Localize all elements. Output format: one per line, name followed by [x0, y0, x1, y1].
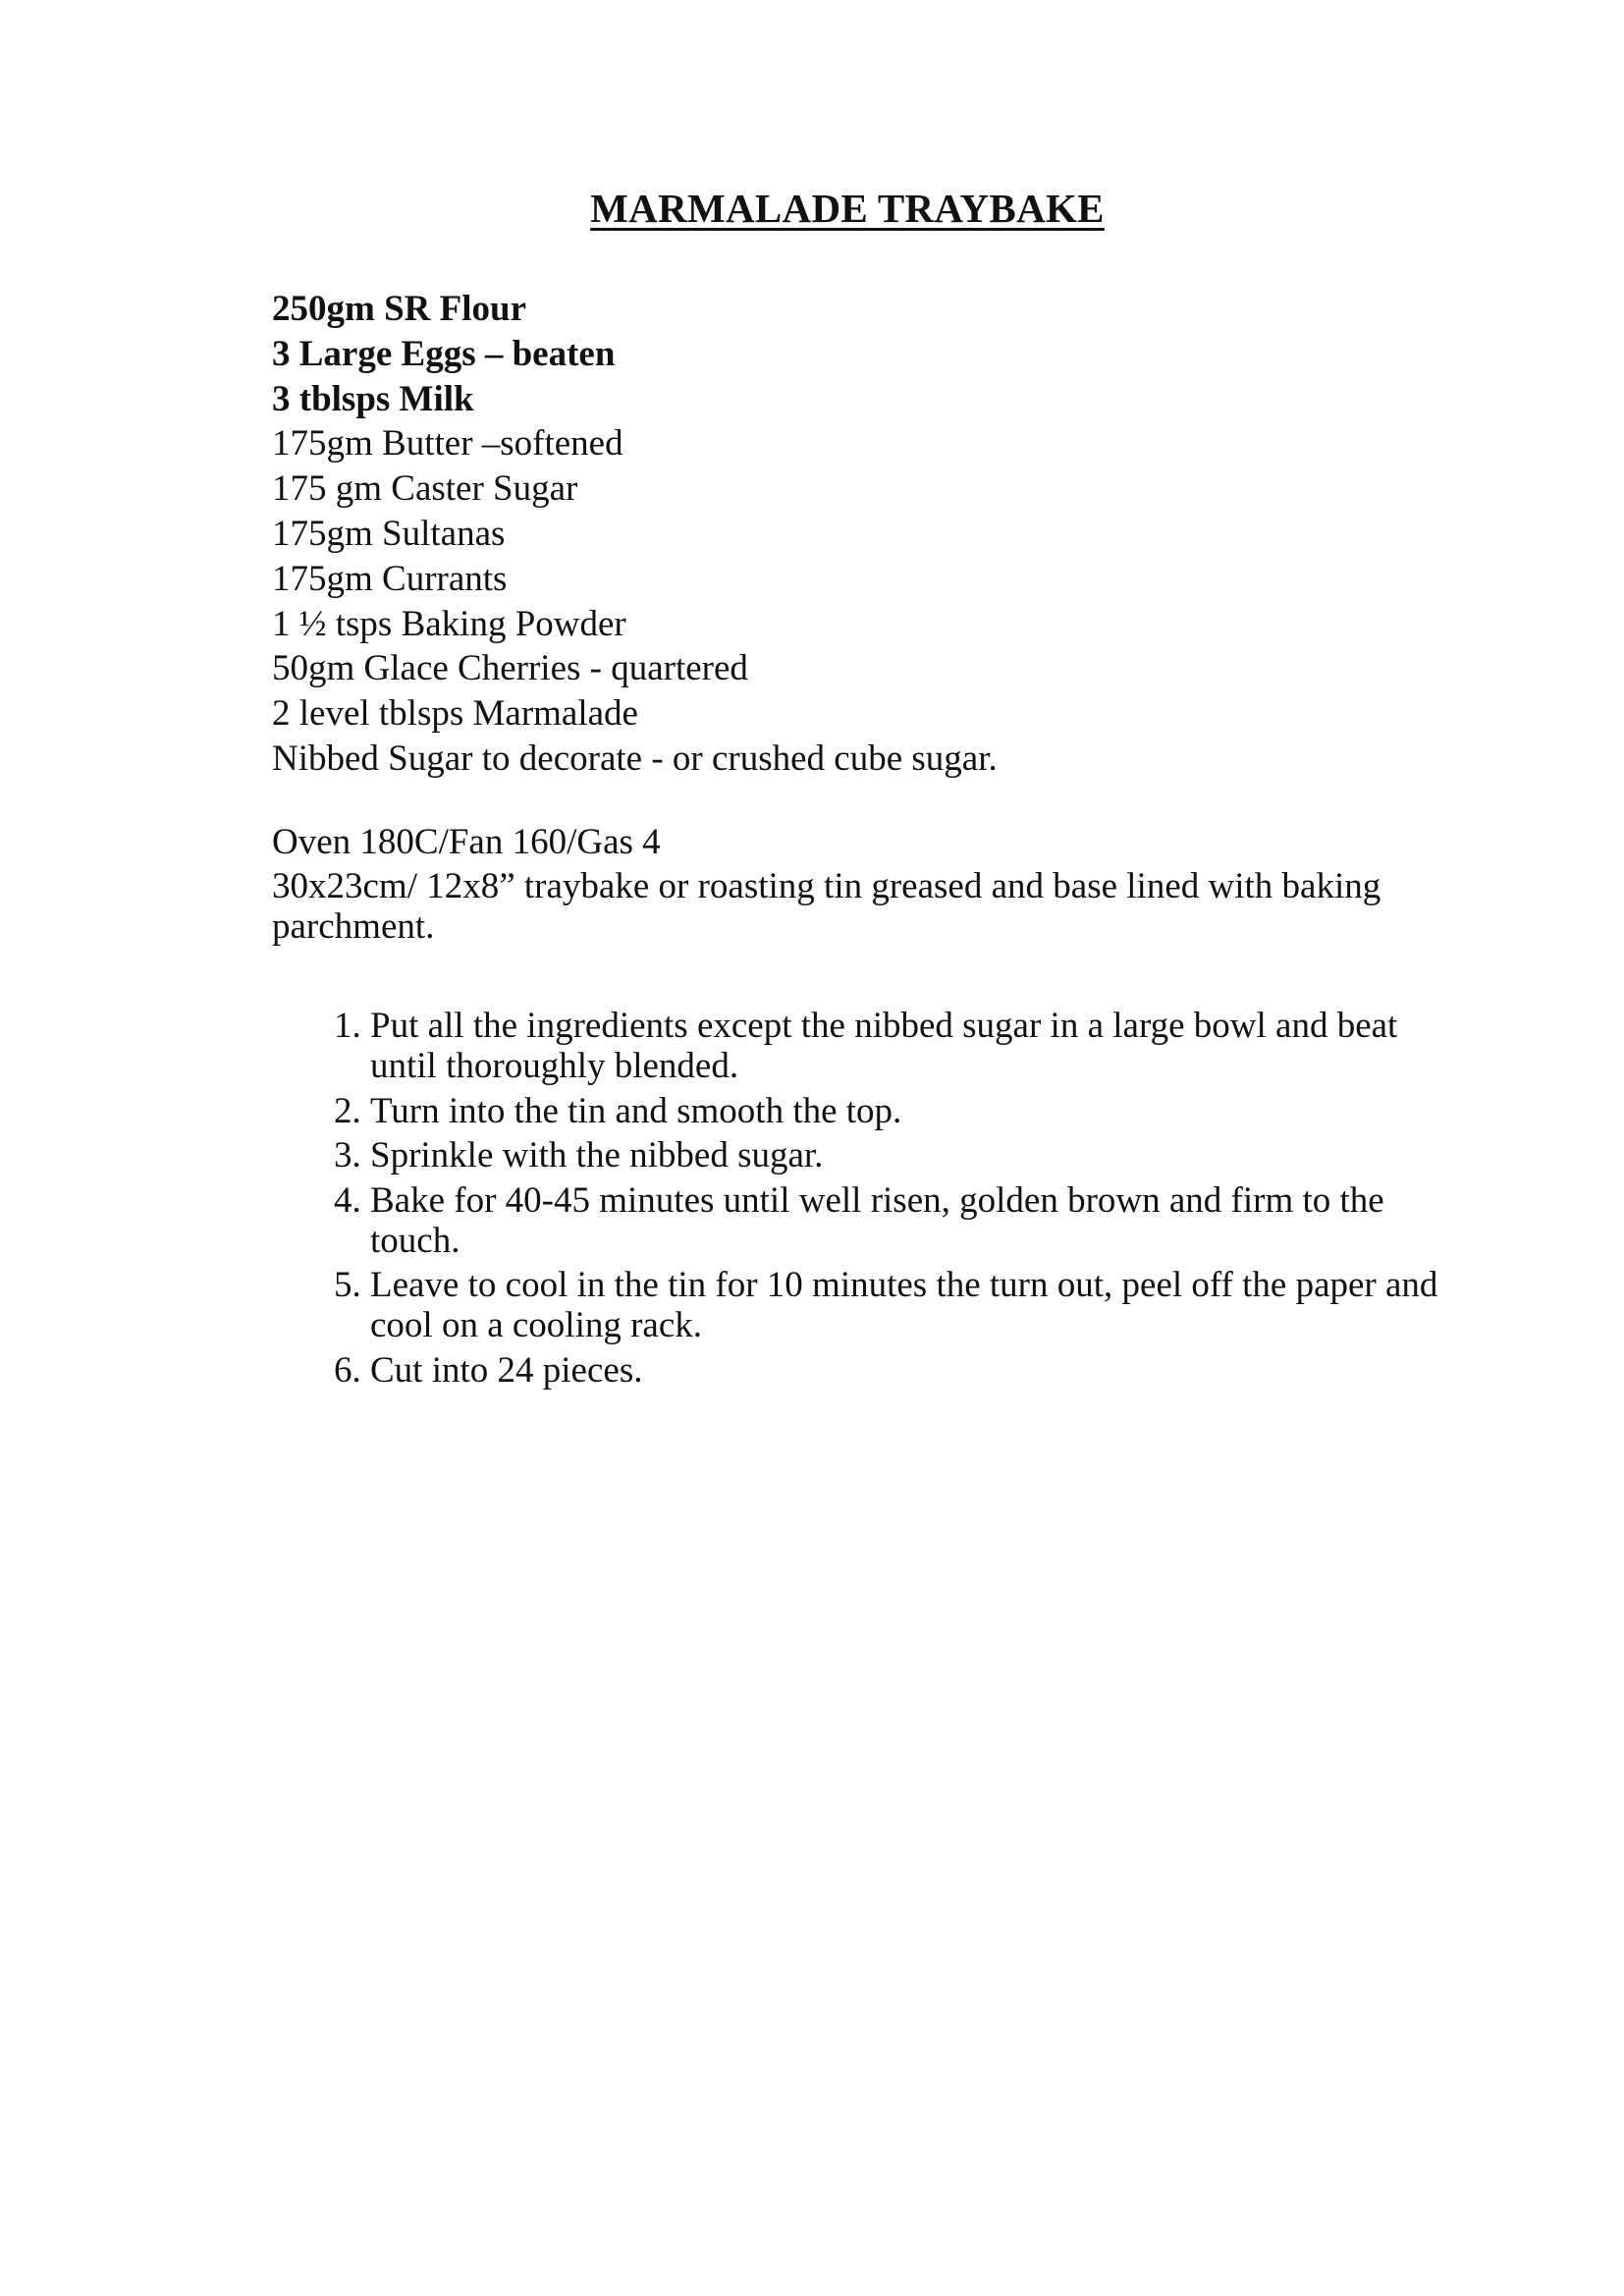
method-step: 4. Bake for 40-45 minutes until well risen, golden brown and firm to the touch.	[370, 1180, 1470, 1261]
ingredient-item: 1 ½ tsps Baking Powder	[272, 603, 626, 644]
ingredient-item: 175gm Sultanas	[272, 513, 506, 554]
method-step: 6. Cut into 24 pieces.	[370, 1350, 1470, 1391]
method-step: 1. Put all the ingredients except the nibbed sugar in a large bowl and beat until thoroughly blended.	[370, 1006, 1470, 1086]
ingredient-item: 3 tblsps Milk	[272, 378, 474, 419]
oven-temperature: Oven 180C/Fan 160/Gas 4	[272, 822, 661, 862]
tin-instructions: 30x23cm/ 12x8” traybake or roasting tin greased and base lined with baking parchment.	[272, 866, 1381, 947]
ingredient-item: 175 gm Caster Sugar	[272, 468, 578, 510]
method-step: 3. Sprinkle with the nibbed sugar.	[370, 1135, 1470, 1175]
ingredient-item: 50gm Glace Cherries - quartered	[272, 648, 748, 689]
ingredient-item: 2 level tblsps Marmalade	[272, 693, 638, 735]
method-steps	[313, 1006, 1470, 1394]
recipe-title: MARMALADE TRAYBAKE	[590, 186, 1105, 231]
ingredient-item: Nibbed Sugar to decorate - or crushed cube sugar.	[272, 738, 998, 779]
method-step: 5. Leave to cool in the tin for 10 minutes the turn out, peel off the paper and cool on a cooling rack.	[370, 1265, 1470, 1345]
ingredient-item: 175gm Butter –softened	[272, 423, 623, 465]
ingredient-list	[272, 287, 998, 782]
oven-instructions	[272, 822, 1401, 947]
ingredient-item: 175gm Currants	[272, 558, 508, 599]
method-step: 2. Turn into the tin and smooth the top.	[370, 1091, 1470, 1131]
ingredient-item: 250gm SR Flour	[272, 289, 526, 329]
ingredient-item: 3 Large Eggs – beaten	[272, 333, 616, 374]
